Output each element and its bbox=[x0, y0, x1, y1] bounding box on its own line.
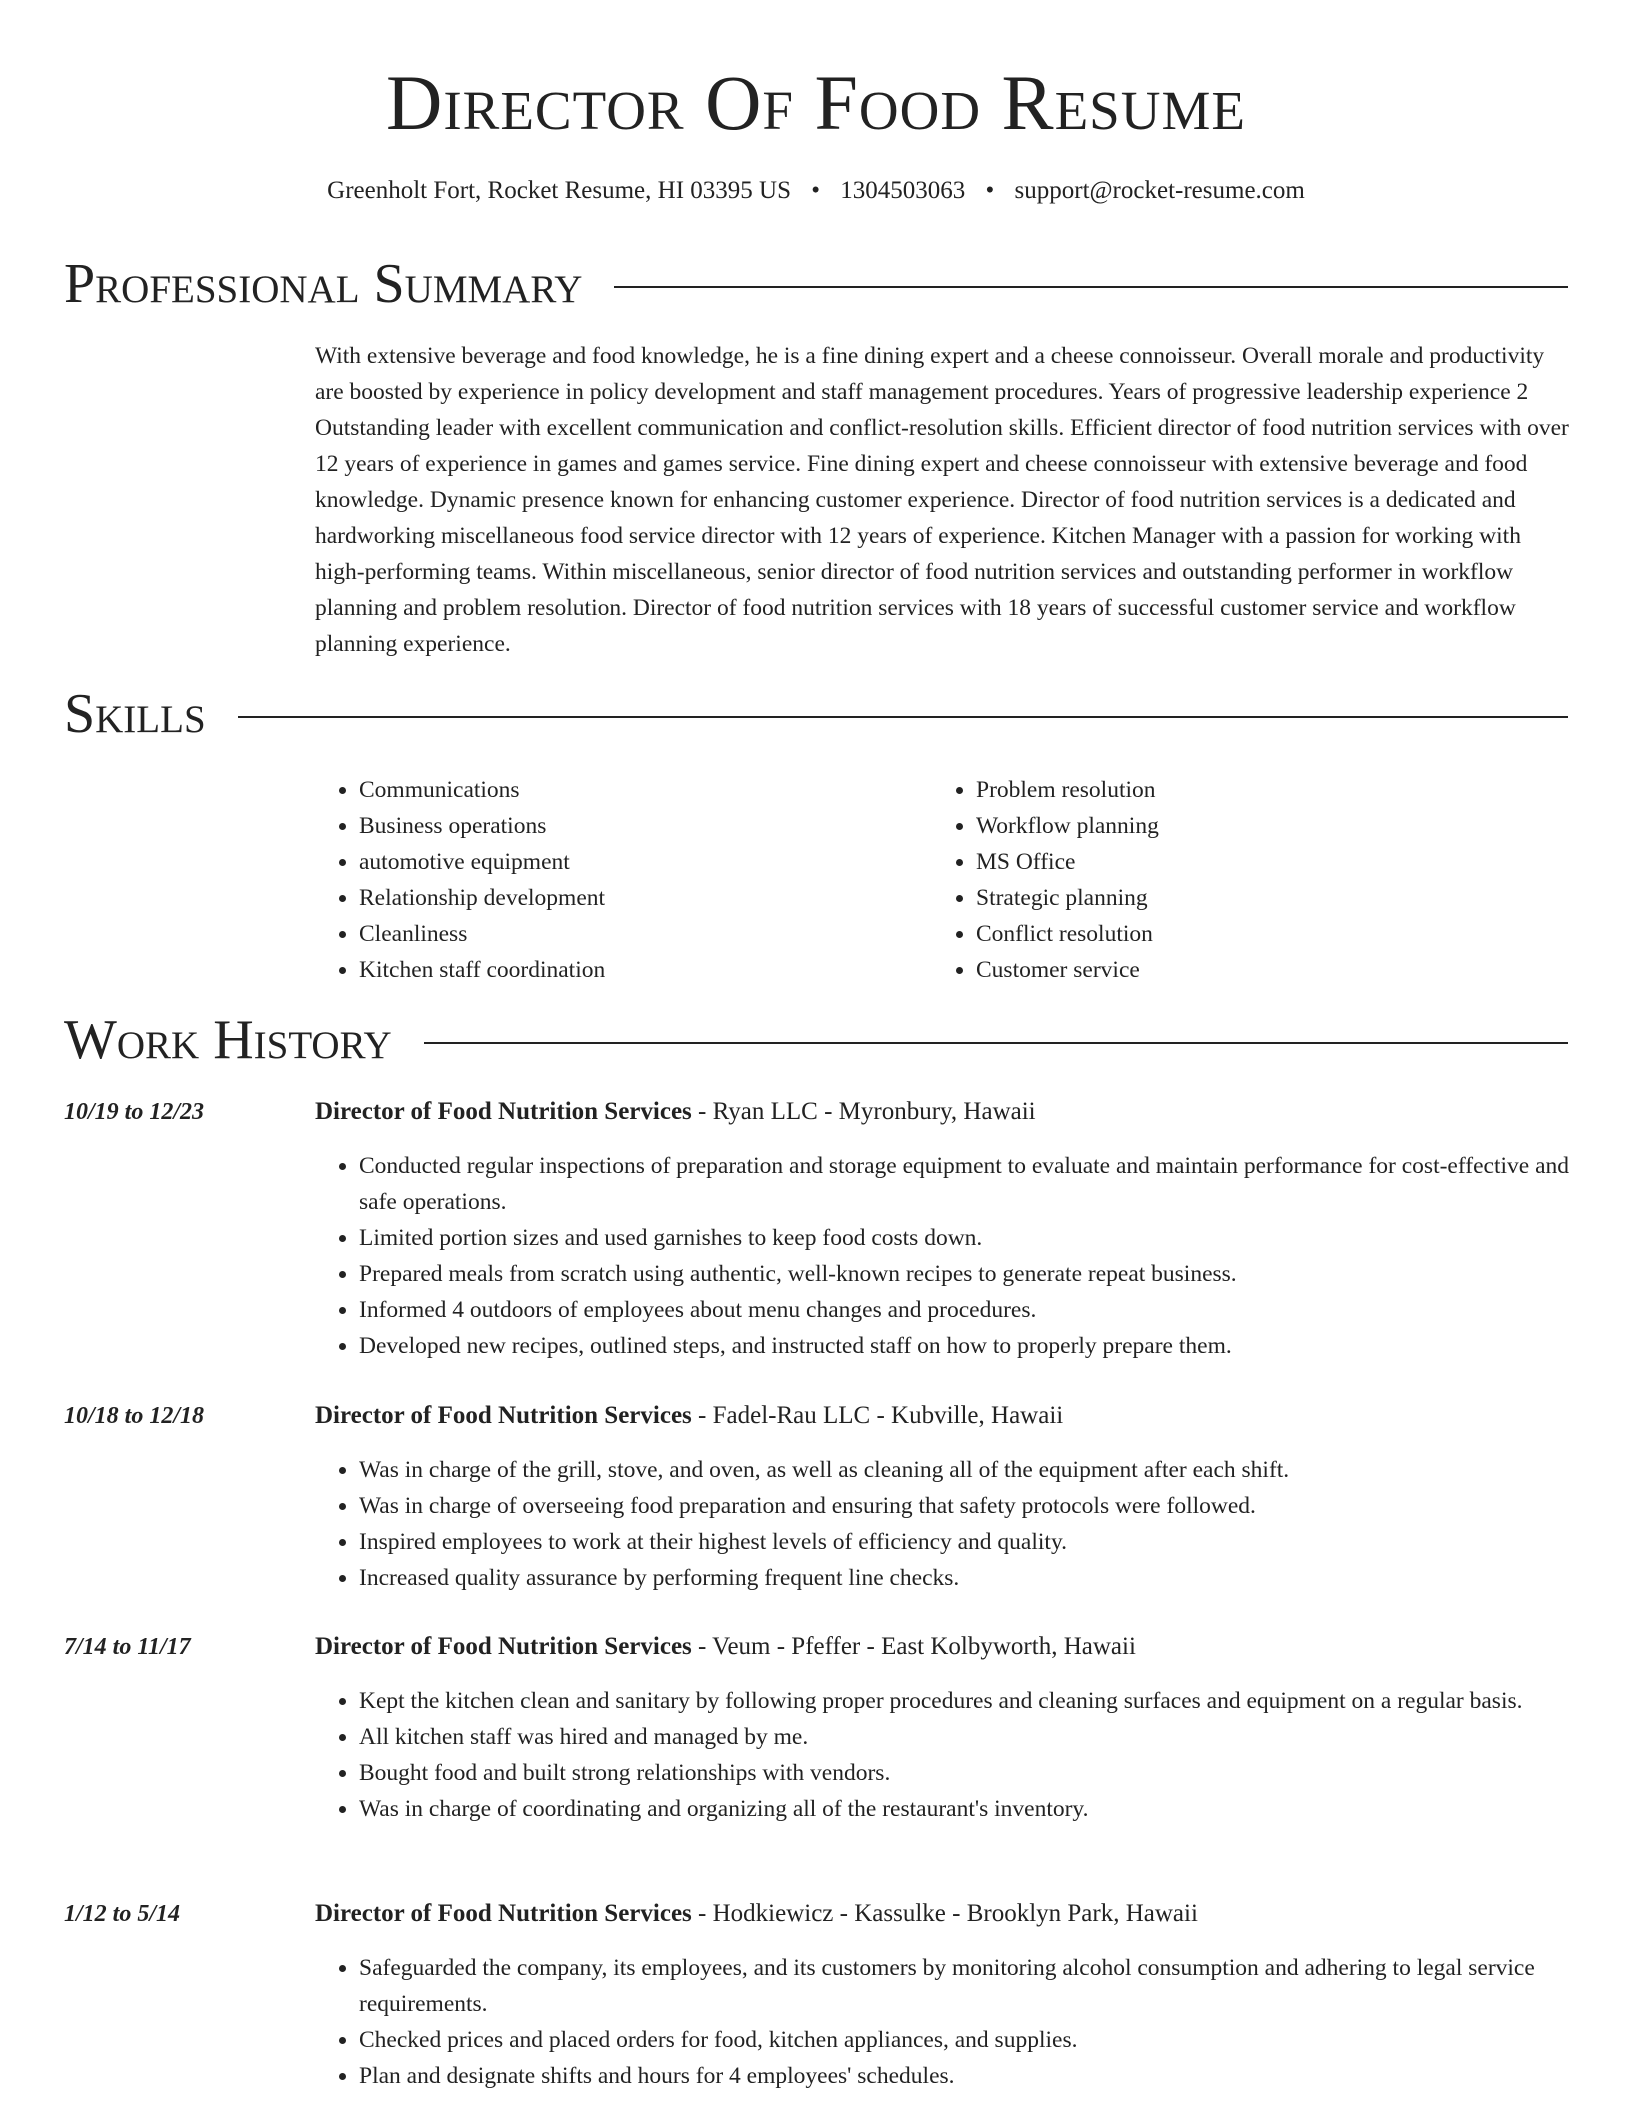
job-bullet: • Developed new recipes, outlined steps, and instructed staff on how to properly prepare them. bbox=[359, 1328, 1570, 1364]
skill-item: • Workflow planning bbox=[976, 808, 1159, 844]
job-bullets bbox=[315, 1452, 1570, 1596]
job-bullet: • Plan and designate shifts and hours for 4 employees' schedules. bbox=[359, 2058, 1570, 2094]
skill-item: • Conflict resolution bbox=[976, 916, 1159, 952]
contact-address: Greenholt Fort, Rocket Resume, HI 03395 US bbox=[327, 177, 791, 204]
skill-item: • automotive equipment bbox=[359, 844, 605, 880]
job-bullet: • All kitchen staff was hired and managed by me. bbox=[359, 1719, 1570, 1755]
job-title: Director of Food Nutrition Services bbox=[315, 1633, 692, 1660]
job-title: Director of Food Nutrition Services bbox=[315, 1900, 692, 1927]
skill-item: • Relationship development bbox=[359, 880, 605, 916]
job-title: Director of Food Nutrition Services bbox=[315, 1098, 692, 1125]
job-dates: 1/12 to 5/14 bbox=[64, 1901, 181, 1927]
job-heading bbox=[315, 1094, 1570, 1130]
summary-text: With extensive beverage and food knowledge, he is a fine dining expert and a cheese connoisseur. Overall morale and productivity are boosted by experience in policy development and staff management procedures. Years of progressive leadership experience 2 Outstanding leader with excellent communication and conflict-resolution skills. Efficient director of food nutrition services with over 12 years of experience in games and games service. Fine dining expert and cheese connoisseur with extensive beverage and food knowledge. Dynamic presence known for enhancing customer experience. Director of food nutrition services is a dedicated and hardworking miscellaneous food service director with 12 years of experience. Kitchen Manager with a passion for working with high-performing teams. Within miscellaneous, senior director of food nutrition services and outstanding performer in workflow planning and problem resolution. Director of food nutrition services with 18 years of successful customer service and workflow planning experience. bbox=[315, 343, 1569, 657]
job-bullets bbox=[315, 1148, 1570, 1364]
job-heading bbox=[315, 1629, 1570, 1665]
job-dates: 10/18 to 12/18 bbox=[64, 1403, 205, 1429]
job-bullet: • Limited portion sizes and used garnishes to keep food costs down. bbox=[359, 1220, 1570, 1256]
job-bullet: • Checked prices and placed orders for food, kitchen appliances, and supplies. bbox=[359, 2022, 1570, 2058]
job-bullet: • Increased quality assurance by performing frequent line checks. bbox=[359, 1560, 1570, 1596]
job-employer: - Ryan LLC - Myronbury, Hawaii bbox=[691, 1098, 1036, 1125]
skill-item: • Kitchen staff coordination bbox=[359, 952, 605, 988]
contact-separator: • bbox=[985, 177, 995, 204]
job-bullet: • Prepared meals from scratch using authentic, well-known recipes to generate repeat business. bbox=[359, 1256, 1570, 1292]
skill-item: • Business operations bbox=[359, 808, 605, 844]
job-employer: - Veum - Pfeffer - East Kolbyworth, Hawaii bbox=[691, 1633, 1136, 1660]
job-employer: - Fadel-Rau LLC - Kubville, Hawaii bbox=[691, 1402, 1064, 1429]
section-title-summary: Professional Summary bbox=[64, 253, 583, 315]
job-bullet: • Informed 4 outdoors of employees about menu changes and procedures. bbox=[359, 1292, 1570, 1328]
job-bullet: • Was in charge of the grill, stove, and oven, as well as cleaning all of the equipment after each shift. bbox=[359, 1452, 1570, 1488]
skill-item: • Cleanliness bbox=[359, 916, 605, 952]
section-divider bbox=[614, 286, 1568, 288]
skill-item: • Problem resolution bbox=[976, 772, 1159, 808]
section-header-skills bbox=[64, 682, 1568, 746]
job-bullet: • Conducted regular inspections of preparation and storage equipment to evaluate and maintain performance for cost-effective and safe operations. bbox=[359, 1148, 1570, 1220]
contact-separator: • bbox=[811, 177, 821, 204]
skill-item: • Strategic planning bbox=[976, 880, 1159, 916]
section-header-work-history bbox=[64, 1008, 1568, 1072]
resume-title: Director Of Food Resume bbox=[385, 59, 1246, 146]
skill-item: • Communications bbox=[359, 772, 605, 808]
job-heading bbox=[315, 1896, 1570, 1932]
job-bullet: • Was in charge of overseeing food preparation and ensuring that safety protocols were followed. bbox=[359, 1488, 1570, 1524]
skill-item: • Customer service bbox=[976, 952, 1159, 988]
job-bullet: • Kept the kitchen clean and sanitary by following proper procedures and cleaning surfaces and equipment on a regular basis. bbox=[359, 1683, 1570, 1719]
job-dates: 7/14 to 11/17 bbox=[64, 1634, 191, 1660]
job-bullets bbox=[315, 1683, 1570, 1827]
job-bullet: • Inspired employees to work at their highest levels of efficiency and quality. bbox=[359, 1524, 1570, 1560]
job-bullet: • Bought food and built strong relationships with vendors. bbox=[359, 1755, 1570, 1791]
job-heading bbox=[315, 1398, 1570, 1434]
section-divider bbox=[238, 716, 1568, 718]
job-bullet: • Safeguarded the company, its employees, and its customers by monitoring alcohol consumption and adhering to legal service requirements. bbox=[359, 1950, 1570, 2022]
job-title: Director of Food Nutrition Services bbox=[315, 1402, 692, 1429]
job-bullets bbox=[315, 1950, 1570, 2094]
section-title-skills: Skills bbox=[64, 683, 206, 745]
contact-email: support@rocket-resume.com bbox=[1014, 177, 1305, 204]
section-divider bbox=[424, 1042, 1568, 1044]
job-bullet: • Was in charge of coordinating and organizing all of the restaurant's inventory. bbox=[359, 1791, 1570, 1827]
skill-item: • MS Office bbox=[976, 844, 1159, 880]
section-title-work-history: Work History bbox=[64, 1009, 392, 1071]
skills-column-1 bbox=[315, 772, 605, 988]
skills-column-2 bbox=[932, 772, 1159, 988]
job-employer: - Hodkiewicz - Kassulke - Brooklyn Park, Hawaii bbox=[691, 1900, 1198, 1927]
section-header-summary bbox=[64, 252, 1568, 316]
contact-line bbox=[0, 174, 1632, 208]
contact-phone: 1304503063 bbox=[840, 177, 966, 204]
job-dates: 10/19 to 12/23 bbox=[64, 1099, 205, 1125]
